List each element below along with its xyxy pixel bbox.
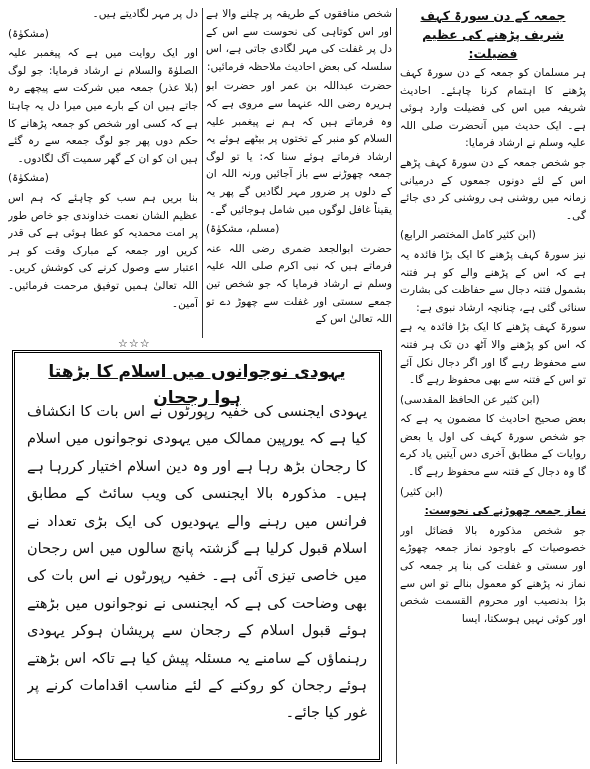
- news-box: [12, 350, 382, 762]
- middle-quote-2: حضرت ابوالجعد ضمری رضی اللہ عنہ فرماتے ہیں کہ نبی اکرم صلی اللہ علیہ وسلم نے ارشاد فرمایا کہ جو شخص تین جمعے سستی اور غفلت سے چھوڑ دے تو اللہ تعالیٰ اس کے: [206, 242, 392, 326]
- news-box-body: یہودی ایجنسی کی خفیہ رپورٹوں نے اس بات کا انکشاف کیا ہے کہ یورپین ممالک میں یہودی نوجوانوں میں اسلام کا رجحان بڑھ رہا ہے اور وہ دین اسلام اختیار کررہا ہے ہیں۔ مذکورہ بالا ایجنسی کی ویب سائٹ کے مطابق فرانس میں رہنے والے یہودیوں کی ایک بڑی تعداد نے اسلام قبول کرلیا ہے گزشتہ پانچ سالوں میں اس رجحان میں خاصی تیزی آئی ہے۔ خفیہ رپورٹوں نے اس بات کی بھی وضاحت کی ہے کہ ایجنسی نے نوجوانوں میں بڑھتے ہوئے قبول اسلام کے رجحان سے پریشان ہوکر یہودی رہنماؤں کے سامنے یہ مسئلہ پیش کیا ہے تاکہ اس بڑھتے ہوئے رجحان کو روکنے کے لئے مناسب اقدامات کرنے پر غور کیا جائے۔: [27, 404, 367, 722]
- right-column: [400, 6, 586, 766]
- news-box-title: یہودی نوجوانوں میں اسلام کا بڑھتا ہوا رجحان: [48, 362, 346, 408]
- column-divider-right: [396, 8, 397, 764]
- section-end-stars: ☆☆☆: [118, 337, 151, 350]
- right-quote-2: سورۃ کہف پڑھنے کا ایک بڑا فائدہ یہ ہے کہ اس کو پڑھنے والا آٹھ دن تک ہر فتنہ سے محفوظ رہے گا اور اگر دجال نکل آئے تو اس کے فتنہ سے بھی محفوظ رہے گا۔: [400, 321, 586, 387]
- left-paragraph-1: دل پر مہر لگادیتے ہیں۔: [92, 8, 198, 20]
- left-reference-2: (مشکوٰۃ): [8, 172, 49, 185]
- left-paragraph-2: بنا بریں ہم سب کو چاہئے کہ ہم اس عظیم الشان نعمت خداوندی جو خاص طور پر امت محمدیہ کو عطا ہوئی ہے کی قدر کریں اور جمعہ کے مبارک وقت کو ہر اعتبار سے وصول کرنے کی کوشش کریں۔ اللہ تعالیٰ ہمیں توفیق مرحمت فرمائیں۔ آمین۔: [8, 191, 198, 310]
- right-quote-1: جو شخص جمعہ کے دن سورۃ کہف پڑھے اس کے لئے دونوں جمعوں کے درمیانی زمانہ میں روشنی ہی روشنی کر دی جائے گی۔: [400, 156, 586, 222]
- right-reference-2: (ابن کثیر عن الحافظ المقدسی): [400, 393, 540, 406]
- left-quote-1: اور ایک روایت میں ہے کہ پیغمبر علیہ الصلوٰۃ والسلام نے ارشاد فرمایا: جو لوگ (بلا عذر) جمعہ میں شرکت سے پیچھے رہ جاتے ہیں ان کے بارے میں میرا دل یہ چاہتا ہے کہ کسی اور شخص کو جمعہ پڑھانے کا حکم دوں پھر جو لوگ جمعہ سے رہ گئے ہیں ان کو ان کے گھر سمیت آگ لگادوں۔: [8, 47, 198, 165]
- left-reference-1: (مشکوٰۃ): [8, 27, 49, 40]
- right-paragraph-4: جو شخص مذکورہ بالا فضائل اور خصوصیات کے باوجود نماز جمعہ چھوڑے اور سستی و غفلت کی بنا پر جمعہ کی نماز نہ پڑھنے کو معمول بنالے تو اس سے بڑا بدنصیب اور محروم القسمت شخص اور کوئی نہیں ہوسکتا، ایسا: [400, 524, 586, 625]
- middle-column: [206, 6, 392, 339]
- right-reference-3: (ابن کثیر): [400, 485, 443, 498]
- right-paragraph-1: ہر مسلمان کو جمعہ کے دن سورۃ کہف پڑھنے کا اہتمام کرنا چاہئے۔ احادیث شریفہ میں اس کی فضیلت وارد ہوئی ہے۔ ایک حدیث میں آنحضرت صلی اللہ علیہ وسلم نے ارشاد فرمایا:: [400, 67, 586, 150]
- middle-quote-1: حضرت عبداللہ بن عمر اور حضرت ابو ہریرہ رضی اللہ عنہما سے مروی ہے کہ وہ فرماتے ہیں کہ ہم نے پیغمبر علیہ السلام کو منبر کے تختوں پر بیٹھے ہوئے یہ ارشاد فرماتے ہوئے سنا کہ: یا تو لوگ جمعہ چھوڑنے سے باز آجائیں ورنہ اللہ ان کے دلوں پر ضرور مہر لگادیں گے پھر یہ یقیناً غافل لوگوں میں شامل ہوجائیں گے۔: [206, 80, 392, 216]
- middle-reference-1: (مسلم، مشکوٰۃ): [206, 223, 280, 236]
- right-paragraph-3: بعض صحیح احادیث کا مضمون یہ ہے کہ جو شخص سورۃ کہف کی اول یا بعض روایات کے مطابق آخری دس آیتیں یاد کرے گا وہ دجال کے فتنہ سے محفوظ رہے گا۔: [400, 413, 586, 479]
- right-paragraph-2: نیز سورۃ کہف پڑھنے کا ایک بڑا فائدہ یہ ہے کہ اس کے پڑھنے والے کو ہر فتنہ بشمول فتنہ دجال سے حفاظت کی بشارت سنائی گئی ہے، چنانچہ ارشاد نبوی ہے:: [400, 248, 586, 314]
- middle-paragraph-1: شخص منافقوں کے طریقہ پر چلنے والا ہے اور اس کوتاہی کی نحوست سے اس کے دل پر غفلت کی مہر لگادی جاتی ہے، اس سلسلہ کی بعض احادیث ملاحظہ فرمائیں:: [206, 8, 392, 73]
- right-subheading: نماز جمعہ چھوڑنے کی نحوست:: [424, 505, 586, 518]
- right-reference-1: (ابن کثیر کامل المختصر الرابع): [400, 229, 536, 242]
- column-divider-left: [202, 8, 203, 338]
- right-column-title: جمعہ کے دن سورۃ کہف شریف پڑھنے کی عظیم فضیلت:: [420, 8, 566, 61]
- left-column: [8, 6, 198, 339]
